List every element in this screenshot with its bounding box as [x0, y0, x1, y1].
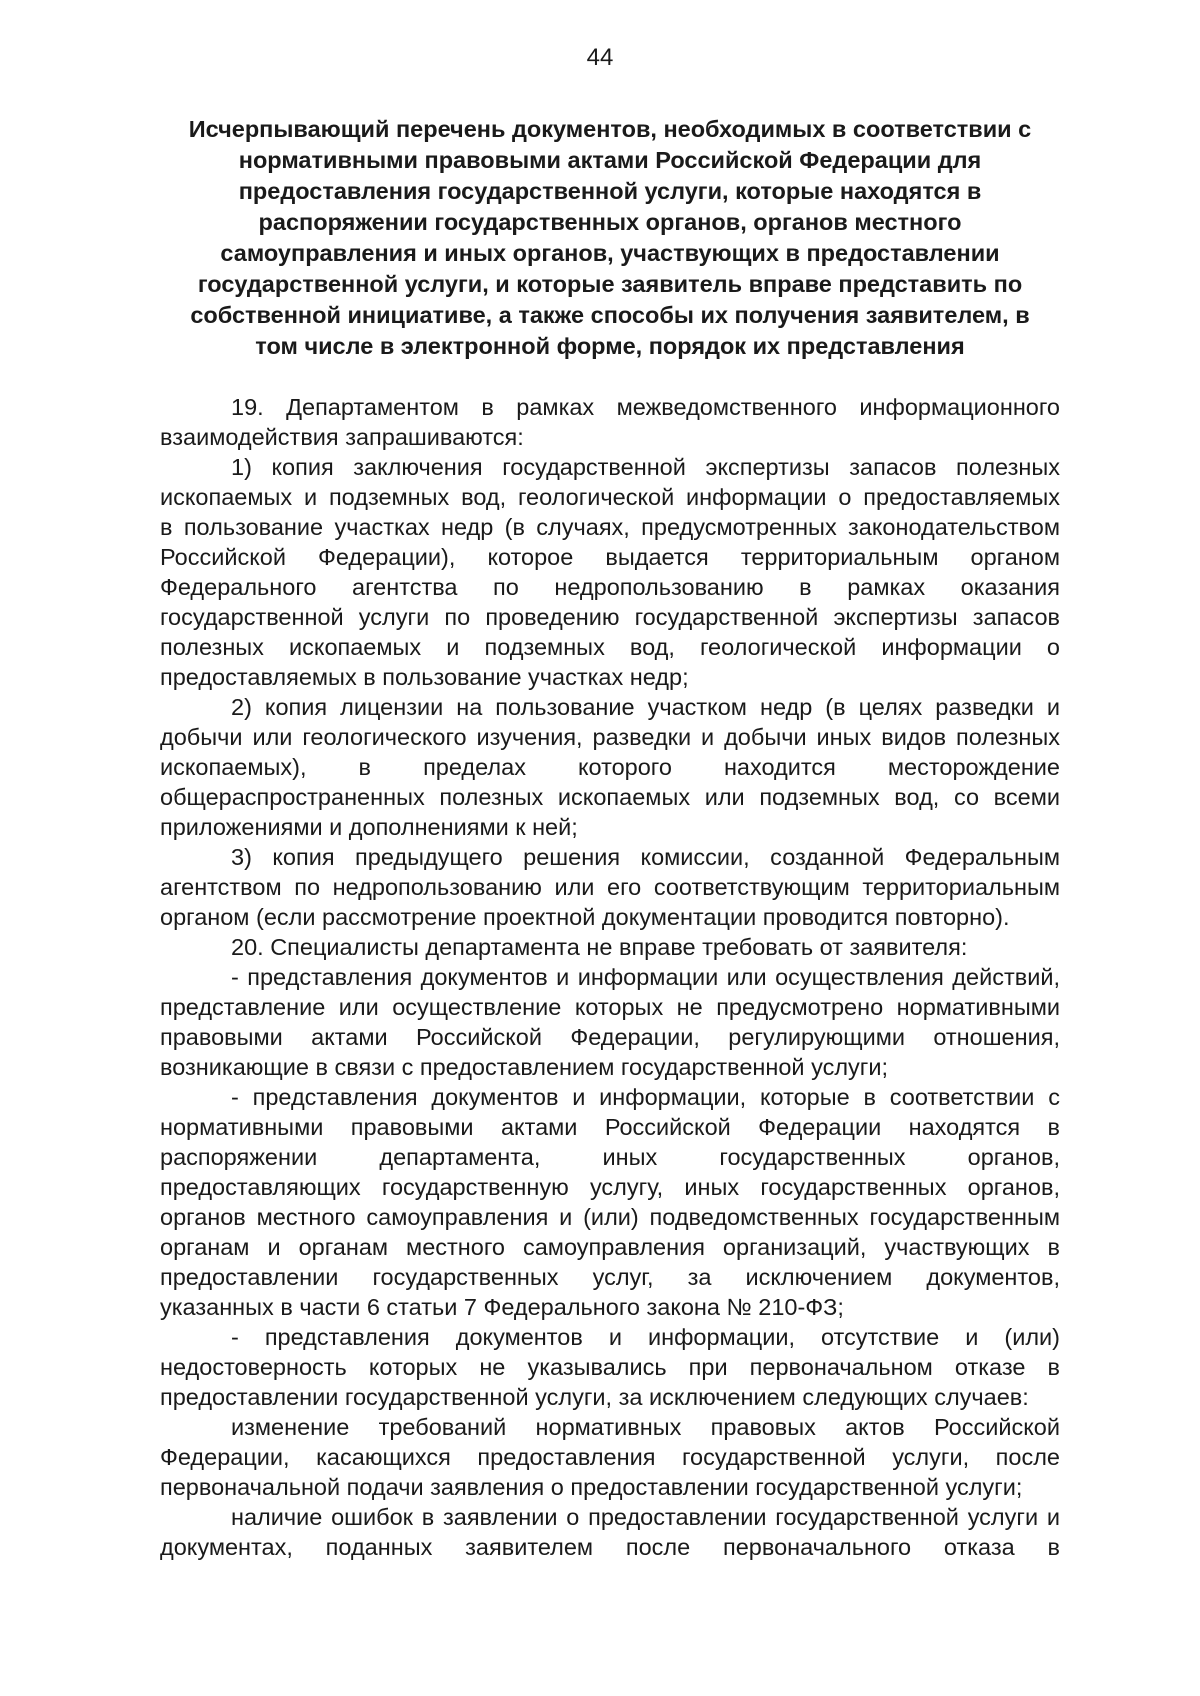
bullet-3-line: предоставлении государственной услуги, за исключением следующих случаев:	[160, 1384, 1029, 1410]
heading-line: государственной услуги, и которые заявитель вправе представить по	[197, 271, 1023, 297]
bullet-2-line: предоставлении государственных услуг, за исключением документов,	[160, 1264, 1060, 1290]
bullet-2-line: предоставляющих государственную услугу, иных государственных органов,	[160, 1174, 1060, 1200]
bullet-2-line: нормативными правовыми актами Российской Федерации находятся в	[160, 1114, 1060, 1140]
item-1-line: Российской Федерации), которое выдается территориальным органом	[160, 544, 1060, 570]
case-1-line: Федерации, касающихся предоставления государственной услуги, после	[160, 1444, 1060, 1470]
item-1-line: полезных ископаемых и подземных вод, геологической информации о	[160, 634, 1060, 660]
case-1-line: первоначальной подачи заявления о предоставлении государственной услуги;	[160, 1474, 1023, 1500]
bullet-2-line: органов местного самоуправления и (или) подведомственных государственным	[160, 1204, 1060, 1230]
item-2-line: 2) копия лицензии на пользование участком недр (в целях разведки и	[231, 694, 1060, 720]
bullet-3-line: недостоверность которых не указывались при первоначальном отказе в	[160, 1354, 1060, 1380]
paragraph-19-line: взаимодействия запрашиваются:	[160, 424, 524, 450]
item-1-line: в пользование участках недр (в случаях, предусмотренных законодательством	[160, 514, 1060, 540]
bullet-2-line: органам и органам местного самоуправления организаций, участвующих в	[160, 1234, 1060, 1260]
item-2-line: приложениями и дополнениями к ней;	[160, 814, 578, 840]
bullet-2-line: указанных в части 6 статьи 7 Федерального закона № 210-ФЗ;	[160, 1294, 844, 1320]
heading-line: нормативными правовыми актами Российской Федерации для	[238, 147, 982, 173]
item-2-line: общераспространенных полезных ископаемых или подземных вод, со всеми	[160, 784, 1060, 810]
bullet-1-line: представление или осуществление которых не предусмотрено нормативными	[160, 994, 1060, 1020]
item-2-line: добычи или геологического изучения, разведки и добычи иных видов полезных	[160, 724, 1060, 750]
paragraph-19-line: 19. Департаментом в рамках межведомственного информационного	[231, 394, 1060, 420]
heading-line: том числе в электронной форме, порядок их представления	[255, 333, 965, 359]
heading-line: предоставления государственной услуги, которые находятся в	[238, 178, 982, 204]
heading-line: самоуправления и иных органов, участвующих в предоставлении	[220, 240, 1000, 266]
item-1-line: 1) копия заключения государственной экспертизы запасов полезных	[231, 454, 1060, 480]
heading-line: Исчерпывающий перечень документов, необходимых в соответствии с	[188, 116, 1032, 142]
paragraph-20-line: 20. Специалисты департамента не вправе требовать от заявителя:	[231, 934, 968, 960]
item-2-line: ископаемых), в пределах которого находится месторождение	[160, 754, 1060, 780]
heading-line: собственной инициативе, а также способы их получения заявителем, в	[190, 302, 1030, 328]
item-3-line: 3) копия предыдущего решения комиссии, созданной Федеральным	[231, 844, 1060, 870]
item-1-line: ископаемых и подземных вод, геологической информации о предоставляемых	[160, 484, 1060, 510]
item-3-line: органом (если рассмотрение проектной документации проводится повторно).	[160, 904, 1010, 930]
case-2-line: наличие ошибок в заявлении о предоставлении государственной услуги и	[231, 1504, 1060, 1530]
item-1-line: предоставляемых в пользование участках недр;	[160, 664, 689, 690]
bullet-1-line: правовыми актами Российской Федерации, регулирующими отношения,	[160, 1024, 1060, 1050]
bullet-2-line: распоряжении департамента, иных государственных органов,	[160, 1144, 1060, 1170]
case-1-line: изменение требований нормативных правовых актов Российской	[231, 1414, 1060, 1440]
body-text	[160, 392, 1060, 1562]
bullet-1-line: - представления документов и информации или осуществления действий,	[231, 964, 1060, 990]
item-3-line: агентством по недропользованию или его соответствующим территориальным	[160, 874, 1060, 900]
item-1-line: государственной услуги по проведению государственной экспертизы запасов	[160, 604, 1060, 630]
item-1-line: Федерального агентства по недропользованию в рамках оказания	[160, 574, 1060, 600]
bullet-2-line: - представления документов и информации, которые в соответствии с	[231, 1084, 1060, 1110]
case-2-line: документах, поданных заявителем после первоначального отказа в	[160, 1534, 1060, 1560]
section-heading	[160, 114, 1060, 362]
heading-line: распоряжении государственных органов, органов местного	[258, 209, 962, 235]
bullet-3-line: - представления документов и информации, отсутствие и (или)	[231, 1324, 1060, 1350]
bullet-1-line: возникающие в связи с предоставлением государственной услуги;	[160, 1054, 889, 1080]
page-number: 44	[586, 44, 614, 71]
